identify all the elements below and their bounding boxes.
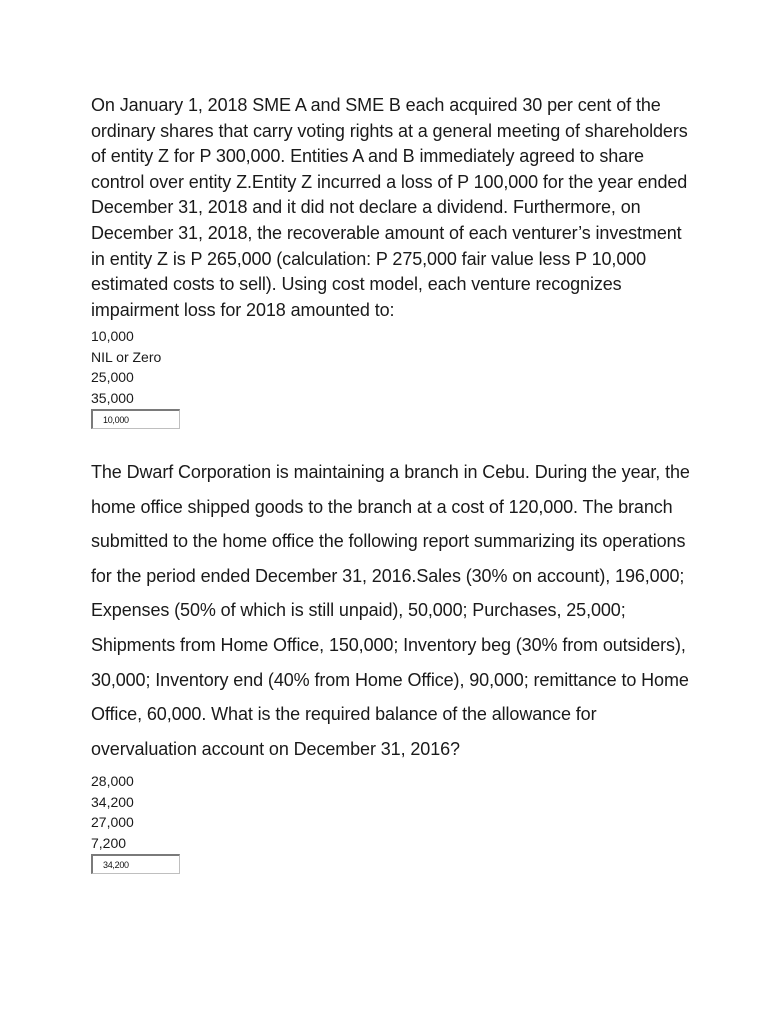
question-2 [91,455,691,874]
question-1-option-c: 25,000 [91,369,134,386]
question-1-option-a: 10,000 [91,328,134,345]
question-2-option-b: 34,200 [91,793,134,810]
question-1-options [91,326,691,408]
question-2-option-a: 28,000 [91,773,134,790]
question-1-option-b: NIL or Zero [91,348,162,365]
question-2-option-c: 27,000 [91,814,134,831]
question-1 [91,93,691,429]
question-1-stem: On January 1, 2018 SME A and SME B each acquired 30 per cent of the ordinary shares that carry voting rights at a general meeting of shareholders of entity Z for P 300,000. Entities A and B immediately agreed to share control over entity Z.Entity Z incurred a loss of P 100,000 for the year ended December 31, 2018 and it did not declare a dividend. Furthermore, on December 31, 2018, the recoverable amount of each venturer’s investment in entity Z is P 265,000 (calculation: P 275,000 fair value less P 10,000 estimated costs to sell). Using cost model, each venture recognizes impairment loss for 2018 amounted to: [91,95,688,320]
question-1-answer-field[interactable] [91,409,180,429]
question-2-stem: The Dwarf Corporation is maintaining a branch in Cebu. During the year, the home office shipped goods to the branch at a cost of 120,000. The branch submitted to the home office the following report summarizing its operations for the period ended December 31, 2016.Sales (30% on account), 196,000; Expenses (50% of which is still unpaid), 50,000; Purchases, 25,000; Shipments from Home Office, 150,000; Inventory beg (30% from outsiders), 30,000; Inventory end (40% from Home Office), 90,000; remittance to Home Office, 60,000. What is the required balance of the allowance for overvaluation account on December 31, 2016? [91,462,690,759]
question-2-option-d: 7,200 [91,834,127,851]
question-1-option-d: 35,000 [91,389,134,406]
question-2-options [91,771,691,853]
question-2-answer-field[interactable] [91,854,180,874]
